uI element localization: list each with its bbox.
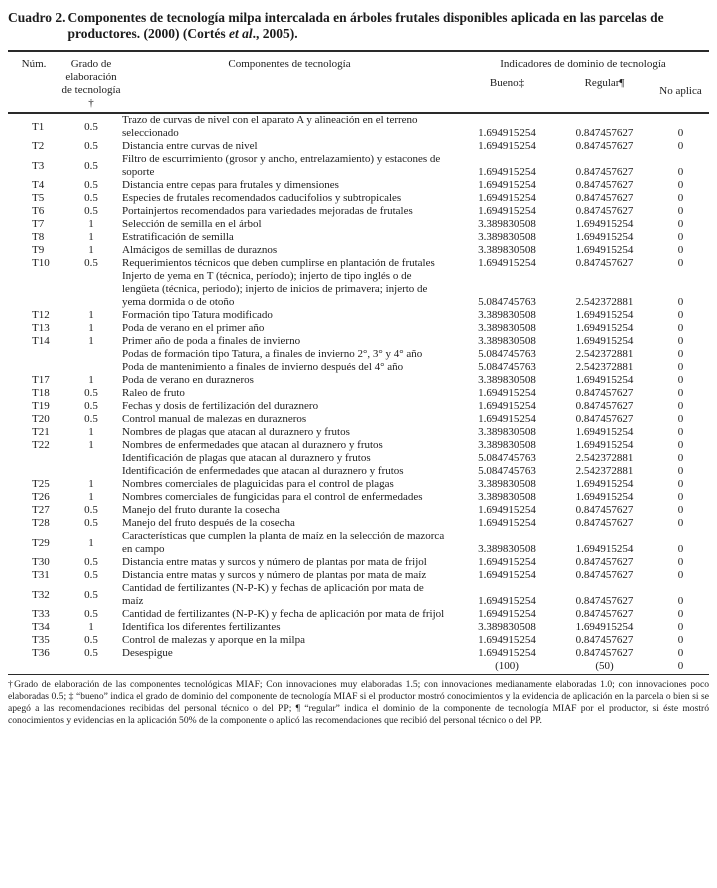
row-component: Desespigue	[122, 647, 173, 659]
row-bueno-value: 1.694915254	[478, 400, 536, 412]
row-component: Raleo de fruto	[122, 387, 185, 399]
row-regular-value: 0.847457627	[575, 517, 634, 529]
table-row	[8, 361, 709, 374]
row-regular-value: 1.694915254	[575, 218, 634, 230]
caption-text	[68, 10, 709, 42]
row-bueno-value: 1.694915254	[478, 517, 536, 529]
row-noaplica-value: 0	[677, 634, 684, 646]
row-component: Portainjertos recomendados para variedades mejoradas de frutales	[122, 205, 413, 217]
row-grade: 0.5	[84, 588, 98, 601]
technology-components-table	[8, 50, 709, 675]
row-grade	[60, 348, 122, 361]
row-noaplica-value: 0	[677, 361, 684, 373]
header-regular: Regular¶	[557, 71, 652, 113]
row-noaplica-value: 0	[677, 647, 684, 659]
row-regular-value: 0.847457627	[575, 569, 634, 581]
row-regular-value: 0.847457627	[575, 140, 634, 152]
row-num: T29	[32, 536, 50, 549]
total-component-cell	[122, 660, 457, 675]
row-num: T30	[32, 556, 50, 568]
table-row	[8, 257, 709, 270]
row-noaplica-value: 0	[677, 478, 684, 490]
row-component: Control manual de malezas en durazneros	[122, 413, 307, 425]
row-component: Características que cumplen la planta de maíz en la selección de mazorca en campo	[122, 530, 445, 555]
row-num: T18	[32, 387, 50, 399]
row-noaplica-value: 0	[677, 231, 684, 243]
row-bueno-value: 5.084745763	[478, 348, 536, 360]
table-row	[8, 621, 709, 634]
row-regular-value: 0.847457627	[575, 504, 634, 516]
row-num	[8, 465, 60, 478]
row-bueno-value: 3.389830508	[478, 335, 536, 347]
row-grade: 1	[88, 426, 94, 438]
row-noaplica-value: 0	[677, 335, 684, 347]
row-grade: 0.5	[84, 205, 98, 217]
table-row	[8, 205, 709, 218]
row-component: Distancia entre curvas de nivel	[122, 140, 258, 152]
row-regular-value: 2.542372881	[575, 452, 634, 464]
row-bueno-value: 1.694915254	[478, 608, 536, 620]
row-component: Identificación de enfermedades que atacan al duraznero y frutos	[122, 465, 404, 477]
row-num: T14	[32, 335, 50, 347]
row-regular-value: 0.847457627	[575, 595, 634, 607]
row-component: Poda de verano en durazneros	[122, 374, 254, 386]
row-regular-value: 1.694915254	[575, 322, 634, 334]
row-num: T32	[32, 588, 50, 601]
row-regular-value: 2.542372881	[575, 361, 634, 373]
row-bueno-value: 3.389830508	[478, 244, 536, 256]
row-grade: 0.5	[84, 517, 98, 529]
row-noaplica-value: 0	[677, 257, 684, 269]
row-num: T12	[32, 309, 50, 321]
row-component: Nombres comerciales de plaguicidas para el control de plagas	[122, 478, 394, 490]
header-no-aplica: No aplica	[652, 71, 709, 113]
row-grade	[60, 452, 122, 465]
table-row	[8, 348, 709, 361]
row-bueno-value: 1.694915254	[478, 127, 536, 139]
row-component: Distancia entre matas y surcos y número de plantas por mata de frijol	[122, 556, 427, 568]
row-bueno-value: 5.084745763	[478, 452, 536, 464]
caption-label: Cuadro 2.	[8, 10, 66, 25]
row-bueno-value: 3.389830508	[478, 218, 536, 230]
row-num: T21	[32, 426, 50, 438]
row-num: T34	[32, 621, 50, 633]
row-regular-value: 0.847457627	[575, 608, 634, 620]
row-regular-value: 0.847457627	[575, 647, 634, 659]
table-row	[8, 270, 709, 309]
row-noaplica-value: 0	[677, 413, 684, 425]
row-bueno-value: 3.389830508	[478, 426, 536, 438]
table-row	[8, 465, 709, 478]
row-num	[8, 452, 60, 465]
table-row	[8, 153, 709, 179]
row-bueno-value: 5.084745763	[478, 465, 536, 477]
row-num: T7	[32, 218, 45, 230]
row-noaplica-value: 0	[677, 348, 684, 360]
row-component: Formación tipo Tatura modificado	[122, 309, 273, 321]
row-num	[8, 270, 60, 309]
row-regular-value: 0.847457627	[575, 166, 634, 178]
row-regular-value: 1.694915254	[575, 244, 634, 256]
row-component: Poda de mantenimiento a finales de invierno después del 4° año	[122, 361, 404, 373]
row-bueno-value: 3.389830508	[478, 322, 536, 334]
table-row	[8, 478, 709, 491]
row-component: Nombres de enfermedades que atacan al duraznero y frutos	[122, 439, 383, 451]
row-bueno-value: 1.694915254	[478, 413, 536, 425]
row-num: T8	[32, 231, 45, 243]
row-regular-value: 0.847457627	[575, 387, 634, 399]
row-noaplica-value: 0	[677, 322, 684, 334]
table-row	[8, 244, 709, 257]
row-noaplica-value: 0	[677, 218, 684, 230]
row-noaplica-value: 0	[677, 426, 684, 438]
caption-text-pre: Componentes de tecnología milpa intercalada en árboles frutales disponibles aplicada en las parcelas de productores. (2000) (Cortés	[67, 10, 664, 41]
caption-text-post: ., 2005).	[252, 26, 298, 41]
row-grade: 0.5	[84, 504, 98, 516]
header-component: Componentes de tecnología	[122, 51, 457, 113]
row-regular-value: 1.694915254	[575, 543, 634, 555]
row-grade: 1	[88, 491, 94, 503]
row-num: T19	[32, 400, 50, 412]
row-noaplica-value: 0	[677, 374, 684, 386]
row-regular-value: 1.694915254	[575, 309, 634, 321]
table-header	[8, 51, 709, 113]
total-noaplica-value: 0	[652, 660, 709, 675]
row-component: Identificación de plagas que atacan al duraznero y frutos	[122, 452, 371, 464]
table-row	[8, 634, 709, 647]
row-grade: 0.5	[84, 179, 98, 191]
row-bueno-value: 3.389830508	[478, 231, 536, 243]
row-regular-value: 0.847457627	[575, 257, 634, 269]
table-row	[8, 231, 709, 244]
table-row	[8, 608, 709, 621]
row-regular-value: 0.847457627	[575, 192, 634, 204]
row-component: Primer año de poda a finales de invierno	[122, 335, 301, 347]
row-num: T5	[32, 192, 45, 204]
row-num: T2	[32, 140, 45, 152]
row-grade: 0.5	[84, 257, 98, 269]
table-caption	[8, 10, 709, 42]
table-row	[8, 140, 709, 153]
row-bueno-value: 1.694915254	[478, 166, 536, 178]
row-component: Control de malezas y aporque en la milpa	[122, 634, 305, 646]
row-noaplica-value: 0	[677, 491, 684, 503]
row-grade: 0.5	[84, 634, 98, 646]
row-bueno-value: 3.389830508	[478, 439, 536, 451]
row-regular-value: 0.847457627	[575, 400, 634, 412]
row-bueno-value: 1.694915254	[478, 556, 536, 568]
row-regular-value: 0.847457627	[575, 179, 634, 191]
row-num: T20	[32, 413, 50, 425]
row-component: Nombres de plagas que atacan al duraznero y frutos	[122, 426, 350, 438]
row-noaplica-value: 0	[677, 387, 684, 399]
row-component: Fechas y dosis de fertilización del duraznero	[122, 400, 319, 412]
row-grade: 1	[88, 244, 94, 256]
table-row	[8, 556, 709, 569]
row-noaplica-value: 0	[677, 309, 684, 321]
row-grade: 0.5	[84, 556, 98, 568]
row-noaplica-value: 0	[677, 166, 684, 178]
row-num: T31	[32, 569, 50, 581]
table-row	[8, 452, 709, 465]
row-regular-value: 1.694915254	[575, 621, 634, 633]
row-regular-value: 1.694915254	[575, 439, 634, 451]
row-bueno-value: 3.389830508	[478, 543, 536, 555]
header-grade: Grado de elaboración de tecnología †	[60, 51, 122, 113]
row-regular-value: 1.694915254	[575, 335, 634, 347]
row-num: T4	[32, 179, 45, 191]
row-bueno-value: 1.694915254	[478, 647, 536, 659]
row-regular-value: 0.847457627	[575, 205, 634, 217]
row-bueno-value: 3.389830508	[478, 374, 536, 386]
row-regular-value: 1.694915254	[575, 374, 634, 386]
row-noaplica-value: 0	[677, 621, 684, 633]
row-regular-value: 1.694915254	[575, 426, 634, 438]
table-row	[8, 413, 709, 426]
row-grade: 0.5	[84, 120, 98, 133]
table-body	[8, 113, 709, 675]
total-grade-cell	[60, 660, 122, 675]
row-bueno-value: 1.694915254	[478, 179, 536, 191]
header-bueno: Bueno‡	[457, 71, 557, 113]
table-row	[8, 491, 709, 504]
row-component: Distancia entre matas y surcos y número de plantas por mata de maíz	[122, 569, 427, 581]
row-noaplica-value: 0	[677, 569, 684, 581]
total-num-cell	[8, 660, 60, 675]
row-num: T35	[32, 634, 50, 646]
row-grade: 0.5	[84, 569, 98, 581]
row-noaplica-value: 0	[677, 556, 684, 568]
row-num	[8, 361, 60, 374]
row-noaplica-value: 0	[677, 595, 684, 607]
row-num: T17	[32, 374, 50, 386]
row-regular-value: 0.847457627	[575, 413, 634, 425]
row-bueno-value: 1.694915254	[478, 634, 536, 646]
row-noaplica-value: 0	[677, 439, 684, 451]
row-component: Cantidad de fertilizantes (N-P-K) y fechas de aplicación por mata de maíz	[122, 582, 424, 607]
row-bueno-value: 1.694915254	[478, 387, 536, 399]
row-grade: 0.5	[84, 413, 98, 425]
total-regular-value: (50)	[557, 660, 652, 675]
row-bueno-value: 5.084745763	[478, 296, 536, 308]
table-row	[8, 426, 709, 439]
header-num: Núm.	[8, 51, 60, 113]
row-num: T33	[32, 608, 50, 620]
row-bueno-value: 1.694915254	[478, 192, 536, 204]
row-noaplica-value: 0	[677, 543, 684, 555]
row-num: T3	[32, 159, 45, 172]
row-num: T36	[32, 647, 50, 659]
table-row	[8, 192, 709, 205]
row-bueno-value: 1.694915254	[478, 205, 536, 217]
row-grade: 1	[88, 322, 94, 334]
total-bueno-value: (100)	[457, 660, 557, 675]
table-row	[8, 113, 709, 140]
row-regular-value: 2.542372881	[575, 465, 634, 477]
row-regular-value: 0.847457627	[575, 556, 634, 568]
row-grade: 0.5	[84, 159, 98, 172]
row-noaplica-value: 0	[677, 517, 684, 529]
row-component: Distancia entre cepas para frutales y dimensiones	[122, 179, 339, 191]
row-num: T26	[32, 491, 50, 503]
row-regular-value: 1.694915254	[575, 478, 634, 490]
row-noaplica-value: 0	[677, 192, 684, 204]
row-regular-value: 1.694915254	[575, 231, 634, 243]
total-row	[8, 660, 709, 675]
row-bueno-value: 1.694915254	[478, 595, 536, 607]
row-bueno-value: 3.389830508	[478, 621, 536, 633]
row-grade: 0.5	[84, 647, 98, 659]
row-regular-value: 2.542372881	[575, 348, 634, 360]
row-component: Nombres comerciales de fungicidas para el control de enfermedades	[122, 491, 423, 503]
row-component: Podas de formación tipo Tatura, a finales de invierno 2°, 3° y 4° año	[122, 348, 423, 360]
row-component: Requerimientos técnicos que deben cumplirse en plantación de frutales	[122, 257, 435, 269]
row-grade: 1	[88, 536, 94, 549]
row-grade: 1	[88, 374, 94, 386]
row-bueno-value: 5.084745763	[478, 361, 536, 373]
row-component: Trazo de curvas de nivel con el aparato A y alineación en el terreno seleccionado	[122, 114, 418, 139]
row-component: Especies de frutales recomendados caducifolios y subtropicales	[122, 192, 402, 204]
row-noaplica-value: 0	[677, 400, 684, 412]
row-bueno-value: 3.389830508	[478, 478, 536, 490]
row-bueno-value: 3.389830508	[478, 309, 536, 321]
row-grade: 1	[88, 218, 94, 230]
row-num: T9	[32, 244, 45, 256]
row-component: Estratificación de semilla	[122, 231, 234, 243]
row-num: T27	[32, 504, 50, 516]
table-row	[8, 400, 709, 413]
row-num: T10	[32, 257, 50, 269]
row-grade	[60, 361, 122, 374]
row-bueno-value: 3.389830508	[478, 491, 536, 503]
row-bueno-value: 1.694915254	[478, 257, 536, 269]
row-num: T22	[32, 439, 50, 451]
row-num: T6	[32, 205, 45, 217]
row-grade: 0.5	[84, 192, 98, 204]
row-regular-value: 2.542372881	[575, 296, 634, 308]
row-bueno-value: 1.694915254	[478, 504, 536, 516]
row-noaplica-value: 0	[677, 608, 684, 620]
row-grade: 1	[88, 621, 94, 633]
row-component: Poda de verano en el primer año	[122, 322, 265, 334]
row-noaplica-value: 0	[677, 127, 684, 139]
row-component: Almácigos de semillas de duraznos	[122, 244, 278, 256]
table-row	[8, 647, 709, 660]
row-component: Manejo del fruto después de la cosecha	[122, 517, 295, 529]
row-num	[8, 348, 60, 361]
row-component: Manejo del fruto durante la cosecha	[122, 504, 280, 516]
row-num: T28	[32, 517, 50, 529]
row-noaplica-value: 0	[677, 179, 684, 191]
table-row	[8, 530, 709, 556]
caption-et-al: et al	[229, 26, 253, 41]
table-row	[8, 582, 709, 608]
table-row	[8, 504, 709, 517]
table-row	[8, 179, 709, 192]
row-component: Selección de semilla en el árbol	[122, 218, 262, 230]
row-regular-value: 0.847457627	[575, 127, 634, 139]
row-grade	[60, 465, 122, 478]
row-noaplica-value: 0	[677, 140, 684, 152]
row-grade: 0.5	[84, 608, 98, 620]
row-noaplica-value: 0	[677, 296, 684, 308]
row-grade: 1	[88, 439, 94, 451]
table-row	[8, 374, 709, 387]
table-row	[8, 439, 709, 452]
table-row	[8, 335, 709, 348]
row-bueno-value: 1.694915254	[478, 140, 536, 152]
row-num: T1	[32, 120, 45, 133]
row-noaplica-value: 0	[677, 205, 684, 217]
row-component: Filtro de escurrimiento (grosor y ancho, entrelazamiento) y estacones de soporte	[122, 153, 441, 178]
row-grade: 1	[88, 309, 94, 321]
row-noaplica-value: 0	[677, 244, 684, 256]
row-grade	[60, 270, 122, 309]
row-num: T25	[32, 478, 50, 490]
row-grade: 0.5	[84, 140, 98, 152]
row-grade: 1	[88, 335, 94, 347]
table-footnote: †Grado de elaboración de las componentes tecnológicas MIAF; Con innovaciones muy elaboradas 1.5; con innovaciones medianamente elaboradas 1.0; con innovaciones poco elaboradas 0.5; ‡ “bueno” indica el grado de dominio del componente de tecnología MIAF si el productor mostró conocimientos y la evidencia de aplicación en la parcela o bien si se apegó a las recomendaciones recibidas del personal técnico o del PP; ¶ “regular” indica el dominio de la componente de tecnología MIAF por el productor, si éste mostró conocimientos y evidencias en la aplicación 50% de la componente o aplicó las recomendaciones que recibió del personal técnico o del PP.	[8, 679, 709, 726]
row-component: Injerto de yema en T (técnica, período); injerto de tipo inglés o de lengüeta (técnica, periodo); injerto de inicios de primavera; injerto de yema dormida o de otoño	[122, 270, 428, 308]
row-num: T13	[32, 322, 50, 334]
row-bueno-value: 1.694915254	[478, 569, 536, 581]
row-noaplica-value: 0	[677, 465, 684, 477]
row-grade: 0.5	[84, 400, 98, 412]
row-regular-value: 0.847457627	[575, 634, 634, 646]
table-row	[8, 517, 709, 530]
row-regular-value: 1.694915254	[575, 491, 634, 503]
row-noaplica-value: 0	[677, 452, 684, 464]
row-grade: 1	[88, 478, 94, 490]
table-row	[8, 322, 709, 335]
row-grade: 0.5	[84, 387, 98, 399]
table-row	[8, 387, 709, 400]
table-row	[8, 218, 709, 231]
table-row	[8, 309, 709, 322]
table-row	[8, 569, 709, 582]
row-grade: 1	[88, 231, 94, 243]
row-noaplica-value: 0	[677, 504, 684, 516]
header-indicators-group: Indicadores de dominio de tecnología	[500, 58, 666, 70]
row-component: Identifica los diferentes fertilizantes	[122, 621, 281, 633]
row-component: Cantidad de fertilizantes (N-P-K) y fecha de aplicación por mata de frijol	[122, 608, 445, 620]
